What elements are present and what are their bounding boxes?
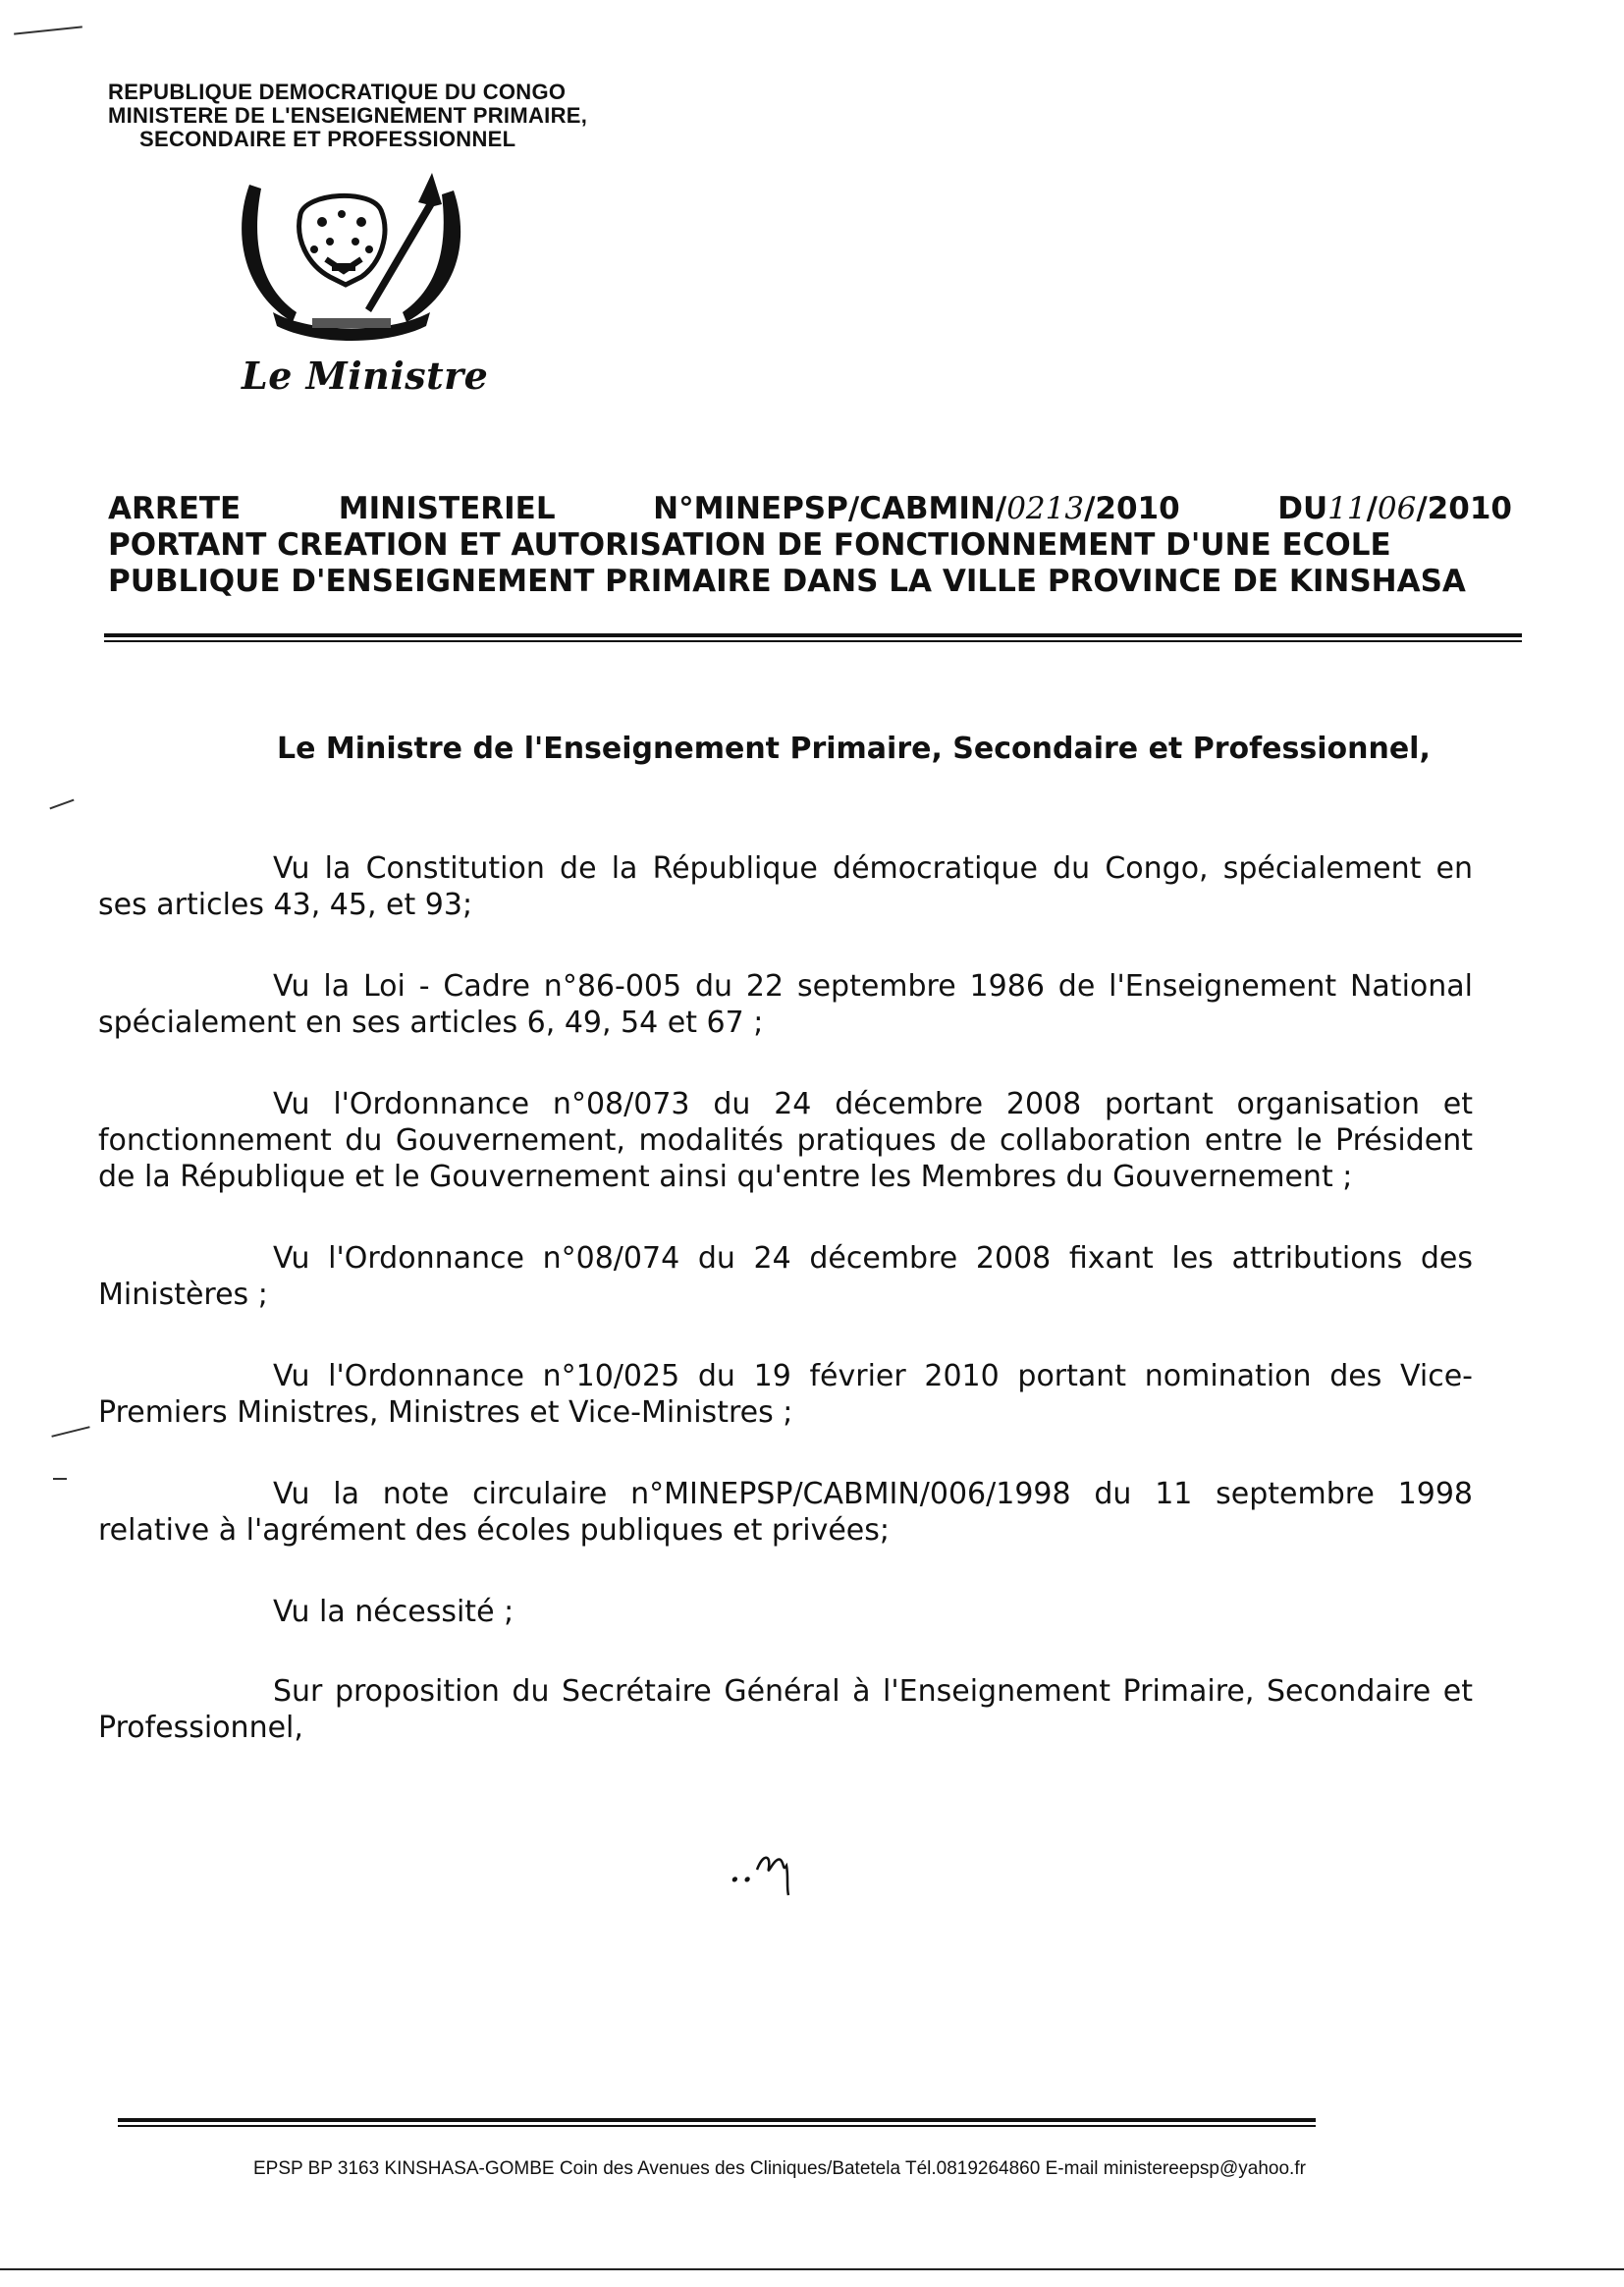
letterhead-country: REPUBLIQUE DEMOCRATIQUE DU CONGO xyxy=(108,80,567,104)
decree-number-prefix: N°MINEPSP/CABMIN/ xyxy=(653,491,1007,526)
consideration-paragraph: Vu l'Ordonnance n°10/025 du 19 février 2010 portant nomination des Vice-Premiers Ministres, Ministres et Vice-Ministres ; xyxy=(98,1359,1473,1430)
decree-number-handwritten: 0213 xyxy=(1006,491,1085,526)
decree-date-year: /2010 xyxy=(1416,491,1512,526)
minister-signature-title: Le Ministre xyxy=(242,354,489,398)
scan-mark-left-1 xyxy=(49,799,74,810)
decree-date xyxy=(1277,491,1512,527)
decree-date-sep: / xyxy=(1366,491,1378,526)
letterhead xyxy=(108,81,658,151)
scan-mark-left-3 xyxy=(53,1478,67,1480)
consideration-paragraph: Vu la Loi - Cadre n°86-005 du 22 septembre 1986 de l'Enseignement National spécialement en ses articles 6, 49, 54 et 67 ; xyxy=(98,969,1473,1040)
decree-subject: Le Ministre de l'Enseignement Primaire, Secondaire et Professionnel, xyxy=(277,732,1431,766)
letterhead-ministry: MINISTERE DE L'ENSEIGNEMENT PRIMAIRE, xyxy=(108,103,588,128)
scan-mark-left-2 xyxy=(51,1426,89,1438)
page-bottom-edge xyxy=(0,2268,1624,2270)
decree-date-day: 11 xyxy=(1327,491,1367,526)
consideration-paragraph: Vu la nécessité ; xyxy=(273,1595,514,1629)
initials-scribble xyxy=(753,1846,798,1897)
consideration-paragraph: Vu la note circulaire n°MINEPSP/CABMIN/006/1998 du 11 septembre 1998 relative à l'agrément des écoles publiques et privées; xyxy=(98,1477,1473,1548)
title-rule-thin xyxy=(104,640,1522,642)
decree-title-line-2 xyxy=(108,527,1512,564)
decree-title xyxy=(108,491,1512,600)
decree-number xyxy=(653,491,1180,527)
scan-mark-top xyxy=(14,26,82,34)
footer-rule xyxy=(118,2118,1316,2122)
decree-title-line-3 xyxy=(108,564,1512,600)
coat-of-arms-emblem xyxy=(224,165,479,361)
considerations xyxy=(98,850,1473,1791)
decree-label-ministeriel: MINISTERIEL xyxy=(338,491,556,526)
consideration-paragraph: Vu l'Ordonnance n°08/074 du 24 décembre 2008 fixant les attributions des Ministères ; xyxy=(98,1241,1473,1312)
handwritten-initials xyxy=(729,1846,798,1897)
decree-number-year: /2010 xyxy=(1084,491,1180,526)
initials-dots: .. xyxy=(729,1846,754,1891)
footer-address: EPSP BP 3163 KINSHASA-GOMBE Coin des Avenues des Cliniques/Batetela Tél.0819264860 E-mail ministereepsp@yahoo.fr xyxy=(253,2158,1306,2179)
decree-date-month: 06 xyxy=(1377,491,1417,526)
title-rule xyxy=(104,633,1522,637)
letterhead-ministry-cont: SECONDAIRE ET PROFESSIONNEL xyxy=(139,127,516,151)
decree-title-text-2: PORTANT CREATION ET AUTORISATION DE FONCTIONNEMENT D'UNE ECOLE xyxy=(108,527,1391,563)
consideration-paragraph: Sur proposition du Secrétaire Général à l'Enseignement Primaire, Secondaire et Professionnel, xyxy=(98,1674,1473,1745)
decree-date-prefix: DU xyxy=(1277,491,1328,526)
footer-rule-thin xyxy=(118,2125,1316,2127)
consideration-paragraph: Vu la Constitution de la République démocratique du Congo, spécialement en ses articles 43, 45, et 93; xyxy=(98,851,1473,922)
consideration-paragraph: Vu l'Ordonnance n°08/073 du 24 décembre 2008 portant organisation et fonctionnement du Gouvernement, modalités pratiques de collaboration entre le Président de la République et le Gouvernement ainsi qu'entre les Membres du Gouvernement ; xyxy=(98,1087,1473,1194)
decree-label-arrete: ARRETE xyxy=(108,491,242,526)
decree-reference-line xyxy=(108,491,1512,527)
decree-title-text-3: PUBLIQUE D'ENSEIGNEMENT PRIMAIRE DANS LA VILLE PROVINCE DE KINSHASA xyxy=(108,564,1466,599)
